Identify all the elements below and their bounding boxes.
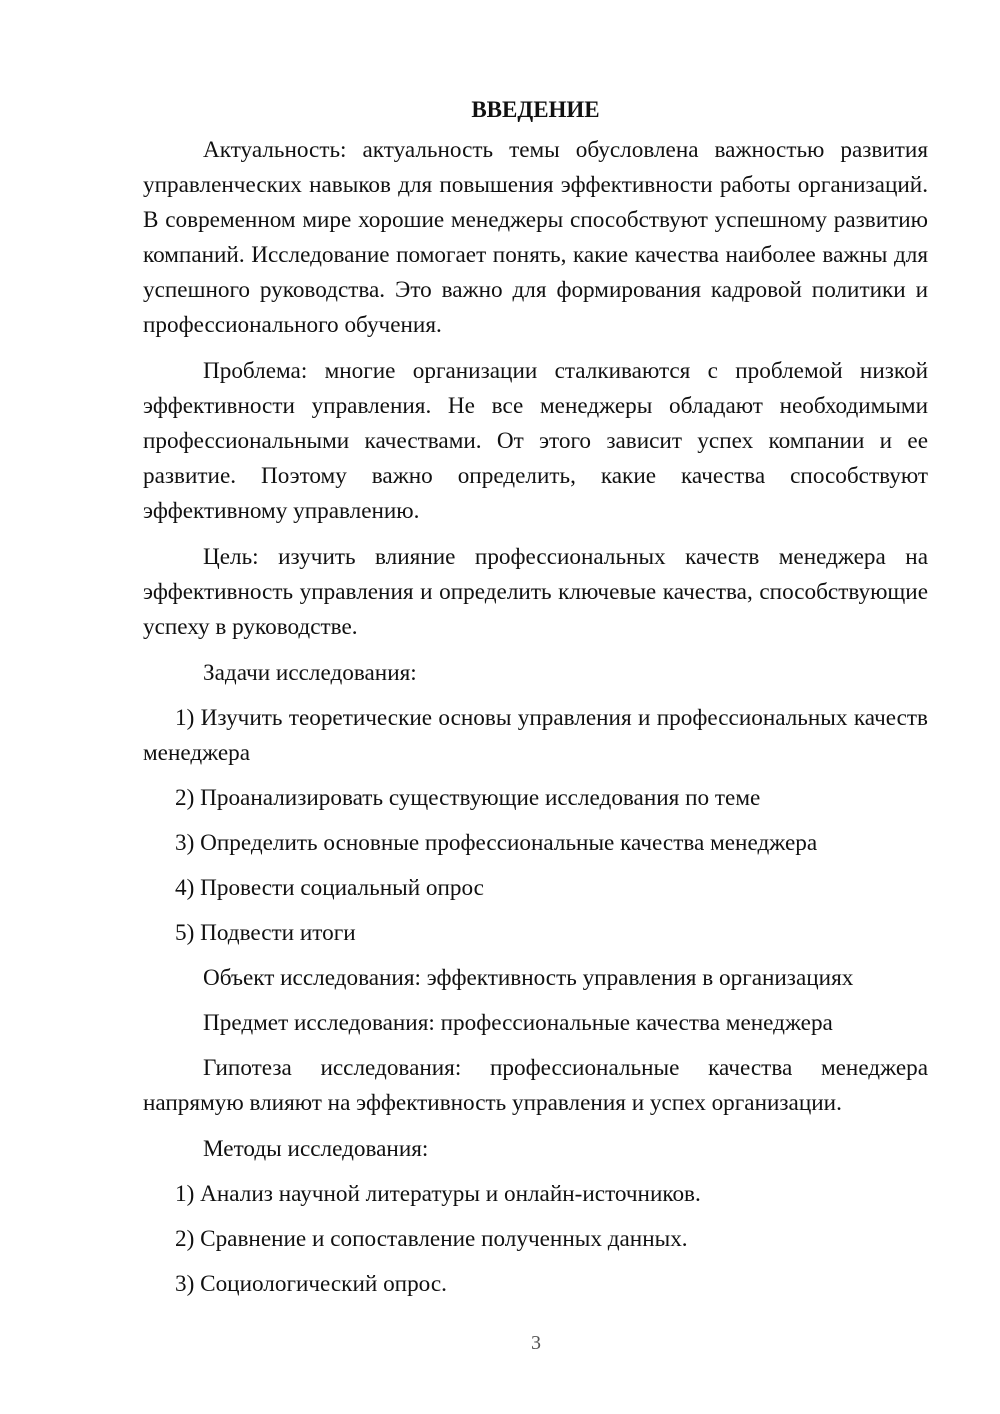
task-item-2: 2) Проанализировать существующие исследования по теме bbox=[175, 785, 761, 811]
task-item-1: 1) Изучить теоретические основы управления и профессиональных качеств менеджера bbox=[143, 705, 928, 766]
tasks-heading: Задачи исследования: bbox=[203, 660, 417, 686]
page-number: 3 bbox=[531, 1332, 541, 1354]
methods-heading: Методы исследования: bbox=[203, 1136, 429, 1162]
goal-paragraph: Цель: изучить влияние профессиональных качеств менеджера на эффективность управления и определить ключевые качества, способствующие успеху в руководстве. bbox=[143, 544, 928, 640]
research-object: Объект исследования: эффективность управления в организациях bbox=[203, 965, 854, 991]
method-item-2: 2) Сравнение и сопоставление полученных данных. bbox=[175, 1226, 688, 1252]
research-subject: Предмет исследования: профессиональные качества менеджера bbox=[203, 1010, 833, 1036]
task-item-3: 3) Определить основные профессиональные качества менеджера bbox=[175, 830, 818, 856]
relevance-paragraph: Актуальность: актуальность темы обусловлена важностью развития управленческих навыков для повышения эффективности работы организаций. В современном мире хорошие менеджеры способствуют успешному развитию компаний. Исследование помогает понять, какие качества наиболее важны для успешного руководства. Это важно для формирования кадровой политики и профессионального обучения. bbox=[143, 137, 928, 338]
task-item-4: 4) Провести социальный опрос bbox=[175, 875, 484, 901]
method-item-3: 3) Социологический опрос. bbox=[175, 1271, 447, 1297]
method-item-1: 1) Анализ научной литературы и онлайн-источников. bbox=[175, 1181, 701, 1207]
document-page bbox=[143, 92, 928, 1312]
hypothesis-paragraph: Гипотеза исследования: профессиональные качества менеджера напрямую влияют на эффективность управления и успех организации. bbox=[143, 1055, 928, 1116]
task-item-5: 5) Подвести итоги bbox=[175, 920, 356, 946]
section-title: ВВЕДЕНИЕ bbox=[471, 97, 600, 122]
problem-paragraph: Проблема: многие организации сталкиваются с проблемой низкой эффективности управления. Не все менеджеры обладают необходимыми профессиональными качествами. От этого зависит успех компании и ее развитие. Поэтому важно определить, какие качества способствуют эффективному управлению. bbox=[143, 358, 928, 524]
